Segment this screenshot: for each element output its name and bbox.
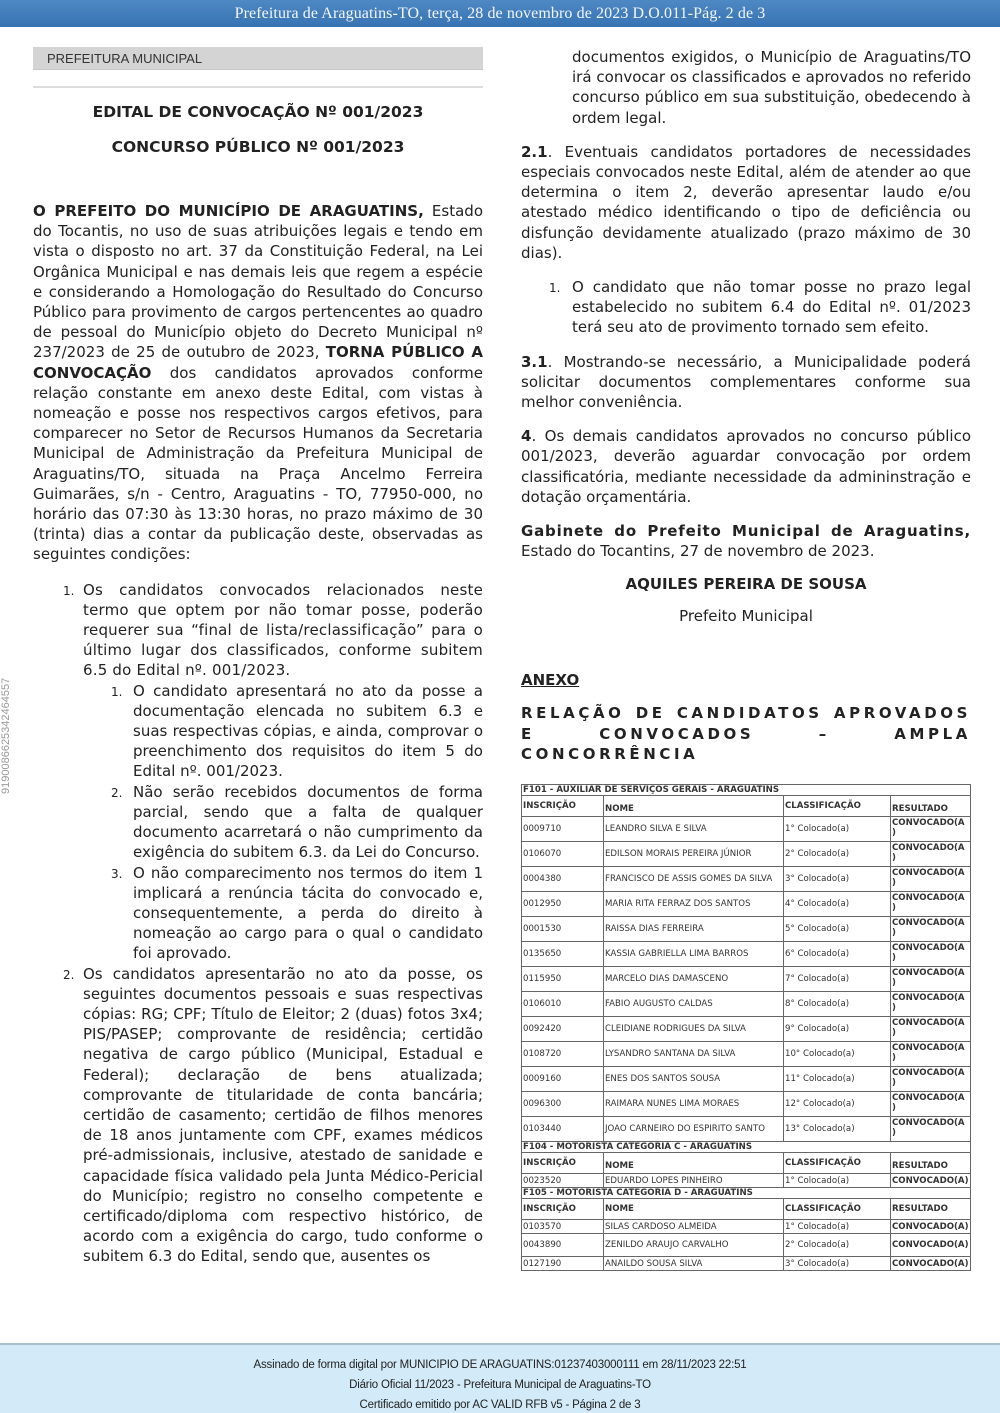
cell-inscricao: 0127190 (522, 1257, 604, 1271)
cell-inscricao: 0009160 (522, 1067, 604, 1092)
table-row (522, 1234, 971, 1257)
cell-classificacao: 1° Colocado(a) (784, 1174, 891, 1188)
table-row (522, 1257, 971, 1271)
col-nome: NOME (604, 1199, 784, 1220)
table-row (522, 892, 971, 917)
cell-nome: CLEIDIANE RODRIGUES DA SILVA (604, 1017, 784, 1042)
cell-classificacao: 12° Colocado(a) (784, 1092, 891, 1117)
cell-classificacao: 3° Colocado(a) (784, 1257, 891, 1271)
cell-inscricao: 0023520 (522, 1174, 604, 1188)
item-text: Os candidatos convocados relacionados neste termo que optem por não tomar posse, poderão requerer sua “final de lista/reclassificação” para o último lugar dos classificados, conforme subitem 6.5 do Edital nº. 001/2023. (83, 580, 483, 680)
cell-classificacao: 13° Colocado(a) (784, 1117, 891, 1142)
cell-inscricao: 0004380 (522, 867, 604, 892)
condition-item (33, 964, 483, 1267)
closing-paragraph (521, 521, 971, 561)
table-row (522, 1042, 971, 1067)
table-row (522, 1092, 971, 1117)
table-row (522, 1117, 971, 1142)
cell-nome: RAIMARA NUNES LIMA MORAES (604, 1092, 784, 1117)
cell-classificacao: 3° Colocado(a) (784, 867, 891, 892)
group-title: F105 - MOTORISTA CATEGORIA D - ARAGUATINS (522, 1188, 971, 1199)
paragraph-4 (521, 426, 971, 507)
sub-item (521, 277, 971, 338)
cell-inscricao: 0108720 (522, 1042, 604, 1067)
cell-nome: ENES DOS SANTOS SOUSA (604, 1067, 784, 1092)
continuation-paragraph: documentos exigidos, o Município de Araguatins/TO irá convocar os classificados e aprovados no referido concurso público em sua substituição, obedecendo à ordem legal. (572, 48, 971, 127)
closing-bold: Gabinete do Prefeito Municipal de Araguatins, (521, 522, 971, 541)
sub-conditions-list (83, 681, 483, 964)
candidates-table (521, 784, 971, 1271)
signatory-role: Prefeito Municipal (679, 607, 813, 626)
cell-resultado: CONVOCADO(A) (892, 1221, 969, 1232)
table-row (522, 842, 971, 867)
cell-resultado: CONVOCADO(A ) (891, 992, 971, 1017)
column-header-row (522, 1153, 971, 1174)
section-label: PREFEITURA MUNICIPAL (33, 47, 483, 70)
cell-inscricao: 0135650 (522, 942, 604, 967)
cell-nome: LYSANDRO SANTANA DA SILVA (604, 1042, 784, 1067)
paragraph-number: 3.1 (521, 352, 548, 371)
cell-nome: FABIO AUGUSTO CALDAS (604, 992, 784, 1017)
sub-item-number: 1. (549, 281, 561, 296)
right-column (521, 47, 971, 1271)
sub-item-text: O não comparecimento nos termos do item 1 implicará a renúncia tácita do convocado e, consequentemente, a perda do direito à nomeação ao cargo para o qual o candidato foi aprovado. (133, 863, 483, 963)
cell-classificacao: 7° Colocado(a) (784, 967, 891, 992)
group-title: F104 - MOTORISTA CATEGORIA C - ARAGUATINS (522, 1142, 971, 1153)
paragraph-text: . Eventuais candidatos portadores de necessidades especiais convocados neste Edital, além de atender ao que determina o item 2, deverão apresentar laudo e/ou atestado médico identificando o tipo de deficiência ou disfunção devidamente atualizado (prazo máximo de 30 dias). (521, 142, 971, 262)
sub-item-number: 3. (111, 866, 123, 881)
cell-classificacao: 2° Colocado(a) (784, 842, 891, 867)
cell-nome: ANAILDO SOUSA SILVA (604, 1257, 784, 1271)
cell-inscricao: 0103570 (522, 1220, 604, 1234)
cell-nome: JOAO CARNEIRO DO ESPIRITO SANTO (604, 1117, 784, 1142)
cell-resultado: CONVOCADO(A ) (891, 1042, 971, 1067)
cell-inscricao: 0096300 (522, 1092, 604, 1117)
document-code: 9190086625342464557 (0, 677, 12, 795)
col-inscricao: INSCRIÇÃO (522, 1153, 604, 1174)
paragraph-number: 2.1 (521, 142, 548, 161)
col-resultado: RESULTADO (891, 1153, 971, 1174)
cell-resultado: CONVOCADO(A ) (891, 1067, 971, 1092)
intro-text-1: Estado do Tocantis, no uso de suas atribuições legais e tendo em vista o disposto no art. 37 da Constituição Federal, na Lei Orgânica Municipal e nas demais leis que regem a espécie e considerando a Homologação do Resultado do Concurso Público para provimento de cargos pertencentes ao quadro de pessoal do Município objeto do Decreto Municipal nº 237/2023 de 25 de outubro de 2023, (33, 202, 483, 362)
cell-resultado: CONVOCADO(A ) (891, 967, 971, 992)
signatory-name: AQUILES PEREIRA DE SOUSA (625, 575, 867, 594)
cell-nome: KASSIA GABRIELLA LIMA BARROS (604, 942, 784, 967)
cell-inscricao: 0001530 (522, 917, 604, 942)
cell-resultado: CONVOCADO(A ) (891, 1017, 971, 1042)
cell-classificacao: 1° Colocado(a) (784, 1220, 891, 1234)
col-resultado: RESULTADO (891, 796, 971, 817)
cell-resultado: CONVOCADO(A) (892, 1258, 969, 1269)
cell-resultado: CONVOCADO(A ) (891, 817, 971, 842)
cell-classificacao: 5° Colocado(a) (784, 917, 891, 942)
cell-resultado: CONVOCADO(A ) (891, 842, 971, 867)
col-nome: NOME (604, 796, 784, 817)
intro-text-2: dos candidatos aprovados conforme relação constante em anexo deste Edital, com vistas à nomeação e posse nos respectivos cargos efetivos, para comparecer no Setor de Recursos Humanos da Secretaria Municipal de Administração da Prefeitura Municipal de Araguatins/TO, situada na Praça Ancelmo Ferreira Guimarães, s/n - Centro, Araguatins - TO, 77950-000, no horário das 07:30 às 13:30 horas, no prazo máximo de 30 (trinta) dias a contar da publicação deste, observadas as seguintes condições: (33, 363, 483, 564)
cell-classificacao: 4° Colocado(a) (784, 892, 891, 917)
cell-classificacao: 2° Colocado(a) (784, 1234, 891, 1257)
paragraph-3-1 (521, 352, 971, 413)
cell-inscricao: 0106070 (522, 842, 604, 867)
sub-item-text: O candidato apresentará no ato da posse a documentação elencada no subitem 6.3 e suas respectivas cópias, e ainda, comprovar o preenchimento dos requisitos do item 5 do Edital nº. 001/2023. (133, 681, 483, 781)
cell-nome: RAISSA DIAS FERREIRA (604, 917, 784, 942)
sub-item-number: 1. (111, 684, 123, 699)
cell-resultado: CONVOCADO(A ) (891, 917, 971, 942)
cell-resultado: CONVOCADO(A ) (891, 1117, 971, 1142)
group-title: F101 - AUXILIAR DE SERVIÇOS GERAIS - ARAGUATINS (522, 785, 971, 796)
signature-footer (0, 1343, 1000, 1413)
cell-resultado: CONVOCADO(A ) (891, 867, 971, 892)
page-header-bar (0, 0, 1000, 27)
cell-inscricao: 0009710 (522, 817, 604, 842)
paragraph-text: . Os demais candidatos aprovados no concurso público 001/2023, deverão aguardar convocação por ordem classificatória, mediante necessidade da admininstração e dotação orçamentária. (521, 427, 971, 506)
column-header-row (522, 1199, 971, 1220)
cell-nome: SILAS CARDOSO ALMEIDA (604, 1220, 784, 1234)
sub-condition-item (83, 782, 483, 863)
table-row (522, 1017, 971, 1042)
col-classificacao: CLASSIFICAÇÃO (784, 1199, 891, 1220)
footer-certificate-line: Certificado emitido por AC VALID RFB v5 - Página 2 de 3 (359, 1399, 641, 1411)
col-inscricao: INSCRIÇÃO (522, 796, 604, 817)
cell-resultado: CONVOCADO(A ) (891, 942, 971, 967)
table-row (522, 867, 971, 892)
cell-classificacao: 10° Colocado(a) (784, 1042, 891, 1067)
intro-bold-start: O PREFEITO DO MUNICÍPIO DE ARAGUATINS, (33, 202, 424, 220)
concurso-title: CONCURSO PÚBLICO Nº 001/2023 (111, 138, 405, 156)
cell-resultado: CONVOCADO(A) (891, 1234, 971, 1257)
table-row (522, 1174, 971, 1188)
cell-resultado: CONVOCADO(A ) (891, 892, 971, 917)
table-row (522, 817, 971, 842)
paragraph-text: . Mostrando-se necessário, a Municipalidade poderá solicitar documentos complementares conforme sua melhor conveniência. (521, 352, 971, 412)
cell-nome: LEANDRO SILVA E SILVA (604, 817, 784, 842)
cell-nome: FRANCISCO DE ASSIS GOMES DA SILVA (604, 867, 784, 892)
footer-signature-line: Assinado de forma digital por MUNICIPIO DE ARAGUATINS:01237403000111 em 28/11/2023 22:51 (253, 1359, 747, 1371)
condition-item (33, 580, 483, 964)
annex-title: RELAÇÃO DE CANDIDATOS APROVADOS E CONVOCADOS – AMPLA CONCORRÊNCIA (521, 704, 971, 763)
footer-publication-line: Diário Oficial 11/2023 - Prefeitura Municipal de Araguatins-TO (349, 1379, 651, 1391)
item-text: Os candidatos apresentarão no ato da posse, os seguintes documentos pessoais e suas respectivas cópias: RG; CPF; Título de Eleitor; 2 (duas) fotos 3x4; PIS/PASEP; comprovante de residência; certidão negativa de cargo público (Municipal, Estadual e Federal); declaração de bens atualizada; comprovante de titularidade de conta bancária; certidão de casamento; certidão de filhos menores de 18 anos juntamente com CPF, exames médicos pré-admissionais, inclusive, atestado de sanidade e capacidade física validado pela Junta Médico-Pericial do Município; registro no conselho competente e certificado/diploma com respectivo histórico, de acordo com a exigência do cargo, tudo conforme o subitem 6.3 do Edital, sendo que, ausentes os (83, 964, 483, 1266)
cell-inscricao: 0115950 (522, 967, 604, 992)
col-inscricao: INSCRIÇÃO (522, 1199, 604, 1220)
cell-inscricao: 0043890 (522, 1234, 604, 1257)
cell-inscricao: 0012950 (522, 892, 604, 917)
table-row (522, 942, 971, 967)
item-number: 2. (63, 967, 75, 982)
left-column (33, 47, 483, 1267)
cell-classificacao: 9° Colocado(a) (784, 1017, 891, 1042)
col-resultado: RESULTADO (891, 1199, 971, 1220)
intro-paragraph (33, 201, 483, 565)
table-row (522, 917, 971, 942)
table-row (522, 992, 971, 1017)
table-row (522, 967, 971, 992)
cell-nome: MARIA RITA FERRAZ DOS SANTOS (604, 892, 784, 917)
group-header-row (522, 785, 971, 796)
col-nome: NOME (604, 1153, 784, 1174)
cell-resultado: CONVOCADO(A) (892, 1175, 969, 1186)
column-header-row (522, 796, 971, 817)
cell-classificacao: 1° Colocado(a) (784, 817, 891, 842)
cell-inscricao: 0103440 (522, 1117, 604, 1142)
paragraph-number: 4 (521, 427, 532, 446)
sub-condition-item (83, 681, 483, 782)
cell-nome: EDILSON MORAIS PEREIRA JÚNIOR (604, 842, 784, 867)
item-number: 1. (63, 583, 75, 598)
table-row (522, 1067, 971, 1092)
paragraph-2-1 (521, 142, 971, 263)
sub-condition-item (83, 863, 483, 964)
cell-inscricao: 0106010 (522, 992, 604, 1017)
cell-classificacao: 11° Colocado(a) (784, 1067, 891, 1092)
group-header-row (522, 1142, 971, 1153)
divider (33, 86, 483, 88)
cell-resultado: CONVOCADO(A ) (891, 1092, 971, 1117)
header-title: Prefeitura de Araguatins-TO, terça, 28 de novembro de 2023 D.O.011-Pág. 2 de 3 (234, 5, 766, 22)
closing-text: Estado do Tocantins, 27 de novembro de 2023. (521, 542, 875, 561)
group-header-row (522, 1188, 971, 1199)
sub-item-text: O candidato que não tomar posse no prazo legal estabelecido no subitem 6.4 do Edital nº. 01/2023 terá seu ato de provimento tornado sem efeito. (572, 278, 971, 337)
edital-title: EDITAL DE CONVOCAÇÃO Nº 001/2023 (92, 103, 424, 121)
cell-classificacao: 8° Colocado(a) (784, 992, 891, 1017)
cell-nome: MARCELO DIAS DAMASCENO (604, 967, 784, 992)
col-classificacao: CLASSIFICAÇÃO (784, 1153, 891, 1174)
sub-item-text: Não serão recebidos documentos de forma parcial, sendo que a falta de qualquer documento acarretará o não cumprimento da exigência do subitem 6.3. da Lei do Concurso. (133, 782, 483, 862)
conditions-list (33, 580, 483, 1267)
cell-inscricao: 0092420 (522, 1017, 604, 1042)
cell-nome: EDUARDO LOPES PINHEIRO (604, 1174, 784, 1188)
cell-nome: ZENILDO ARAUJO CARVALHO (604, 1234, 784, 1257)
sub-item-number: 2. (111, 785, 123, 800)
table-row (522, 1220, 971, 1234)
intro-bold-mid: TORNA PÚBLICO A CONVOCAÇÃO (33, 343, 483, 382)
anexo-heading: ANEXO (521, 671, 580, 690)
cell-classificacao: 6° Colocado(a) (784, 942, 891, 967)
col-classificacao: CLASSIFICAÇÃO (784, 796, 891, 817)
